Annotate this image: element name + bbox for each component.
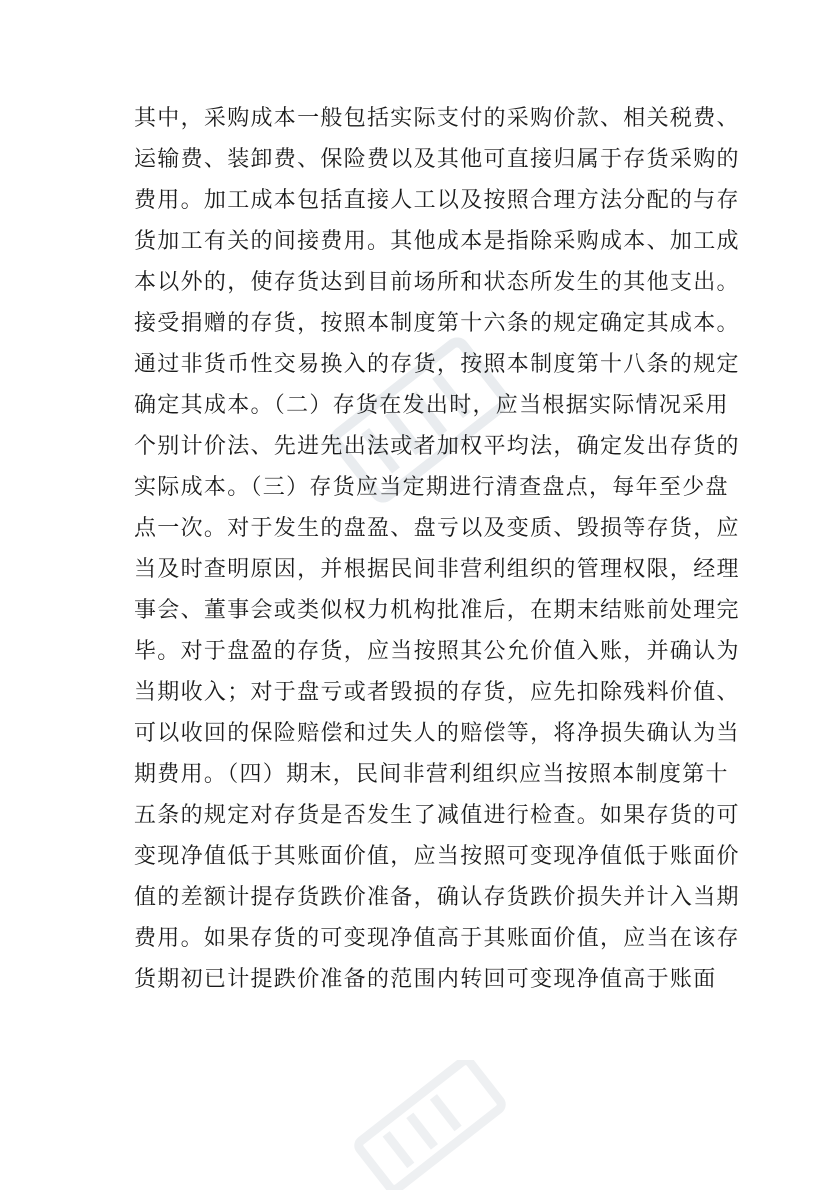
text-line: 其中，采购成本一般包括实际支付的采购价款、相关税费、 [134, 106, 740, 131]
body-text [134, 98, 740, 1000]
text-line: 接受捐赠的存货，按照本制度第十六条的规定确定其成本。 [134, 311, 740, 336]
text-line: 五条的规定对存货是否发生了减值进行检查。如果存货的可 [134, 803, 740, 828]
text-line: 变现净值低于其账面价值，应当按照可变现净值低于账面价 [134, 844, 740, 869]
text-line: 货加工有关的间接费用。其他成本是指除采购成本、加工成 [134, 229, 740, 254]
text-line: 费用。如果存货的可变现净值高于其账面价值，应当在该存 [134, 926, 740, 951]
text-line: 当期收入；对于盘亏或者毁损的存货，应先扣除残料价值、 [134, 680, 740, 705]
text-line: 通过非货币性交易换入的存货，按照本制度第十八条的规定 [134, 352, 740, 377]
text-line: 实际成本。（三）存货应当定期进行清查盘点，每年至少盘 [134, 475, 729, 500]
text-line: 运输费、装卸费、保险费以及其他可直接归属于存货采购的 [134, 147, 740, 172]
text-line: 可以收回的保险赔偿和过失人的赔偿等，将净损失确认为当 [134, 721, 740, 746]
text-line: 期费用。（四）期末，民间非营利组织应当按照本制度第十 [134, 762, 729, 787]
text-line: 确定其成本。（二）存货在发出时，应当根据实际情况采用 [134, 393, 729, 418]
watermark-bottom-icon [330, 1060, 530, 1190]
text-line: 毕。对于盘盈的存货，应当按照其公允价值入账，并确认为 [134, 639, 740, 664]
text-line: 点一次。对于发生的盘盈、盘亏以及变质、毁损等存货，应 [134, 516, 740, 541]
text-line: 个别计价法、先进先出法或者加权平均法，确定发出存货的 [134, 434, 740, 459]
text-line: 费用。加工成本包括直接人工以及按照合理方法分配的与存 [134, 188, 740, 213]
text-line: 事会、董事会或类似权力机构批准后，在期末结账前处理完 [134, 598, 740, 623]
text-line: 货期初已计提跌价准备的范围内转回可变现净值高于账面 [134, 967, 717, 992]
text-line: 当及时查明原因，并根据民间非营利组织的管理权限，经理 [134, 557, 740, 582]
text-line: 本以外的，使存货达到目前场所和状态所发生的其他支出。 [134, 270, 740, 295]
text-line: 值的差额计提存货跌价准备，确认存货跌价损失并计入当期 [134, 885, 740, 910]
